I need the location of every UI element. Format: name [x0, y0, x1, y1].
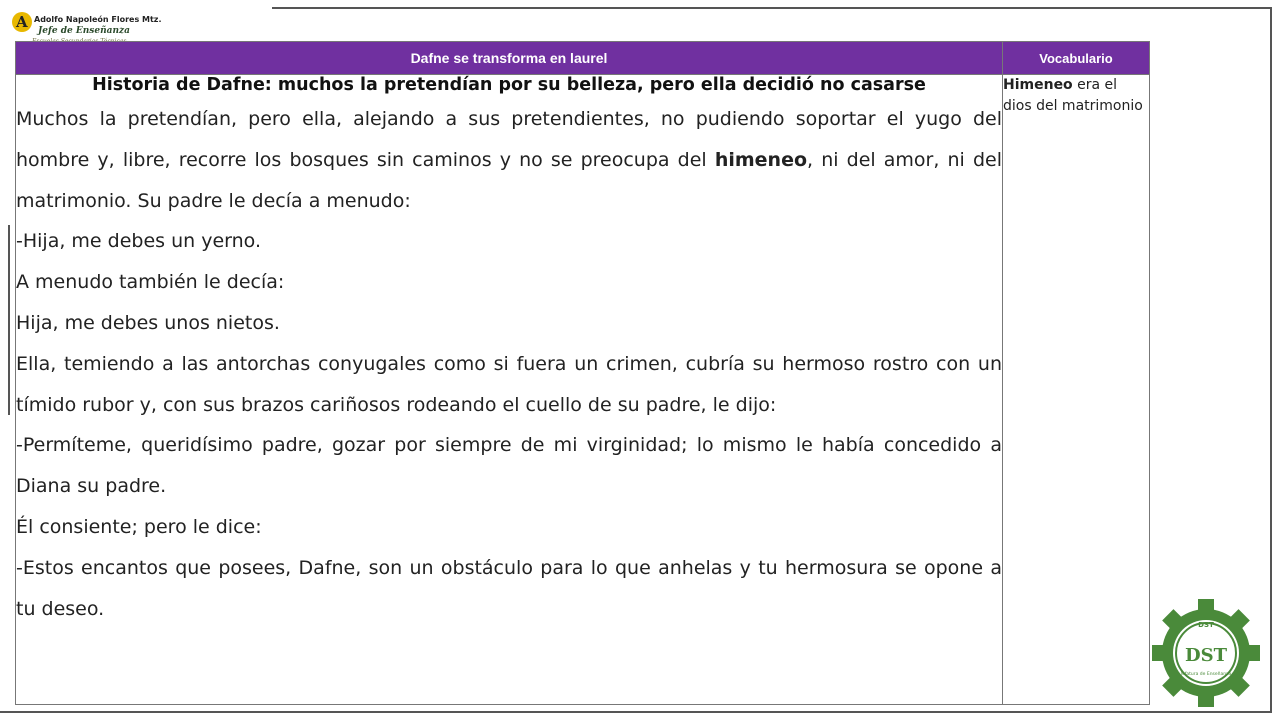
vocabulary-term: Himeneo [1003, 77, 1073, 93]
story-paragraph: -Permíteme, queridísimo padre, gozar por siempre de mi virginidad; lo mismo le había concedido a Diana su padre. [16, 434, 1002, 498]
story-paragraph: -Hija, me debes un yerno. [16, 230, 262, 253]
vocabulary-cell [1003, 75, 1150, 705]
logo-title: Jefe de Enseñanza [38, 26, 130, 36]
seal-top-text: DST [1198, 621, 1214, 629]
story-paragraph [16, 99, 1002, 221]
lesson-table [15, 41, 1150, 705]
frame-right-line [1270, 7, 1272, 713]
seal-initials: DST [1184, 645, 1228, 666]
frame-bottom-line [0, 711, 1272, 713]
frame-left-line [8, 225, 10, 415]
vocabulary-definition: era el dios del matrimonio [1003, 77, 1143, 114]
main-header: Dafne se transforma en laurel [16, 42, 1003, 75]
frame-top-line [272, 7, 1272, 9]
story-paragraph: Él consiente; pero le dice: [16, 515, 262, 538]
story-body [16, 99, 1002, 629]
story-heading: Historia de Dafne: muchos la pretendían por su belleza, pero ella decidió no casarse [92, 75, 926, 95]
story-cell [16, 75, 1003, 705]
story-keyword: himeneo [714, 148, 808, 171]
seal-bottom-text: Jefatura de Enseñanza [1180, 672, 1232, 677]
school-seal-logo [1150, 597, 1262, 709]
story-paragraph: Ella, temiendo a las antorchas conyugales como si fuera un crimen, cubría su hermoso rostro con un tímido rubor y, con sus brazos cariñosos rodeando el cuello de su padre, le dijo: [16, 352, 1002, 416]
vocabulary-header: Vocabulario [1003, 42, 1150, 75]
story-text: , ni del amor, ni del matrimonio. Su padre le decía a menudo: [16, 148, 1002, 212]
vocabulary-entry [1003, 75, 1149, 117]
story-paragraph: Hija, me debes unos nietos. [16, 311, 280, 334]
story-paragraph: -Estos encantos que posees, Dafne, son un obstáculo para lo que anhelas y tu hermosura se opone a tu deseo. [16, 556, 1002, 620]
story-text: Muchos la pretendían, pero ella, alejando a sus pretendientes, no pudiendo soportar el yugo del hombre y, libre, recorre los bosques sin caminos y no se preocupa del [16, 108, 1002, 171]
logo-initial: A [16, 13, 28, 31]
story-paragraph: A menudo también le decía: [16, 271, 285, 294]
logo-name: Adolfo Napoleón Flores Mtz. [34, 15, 162, 24]
